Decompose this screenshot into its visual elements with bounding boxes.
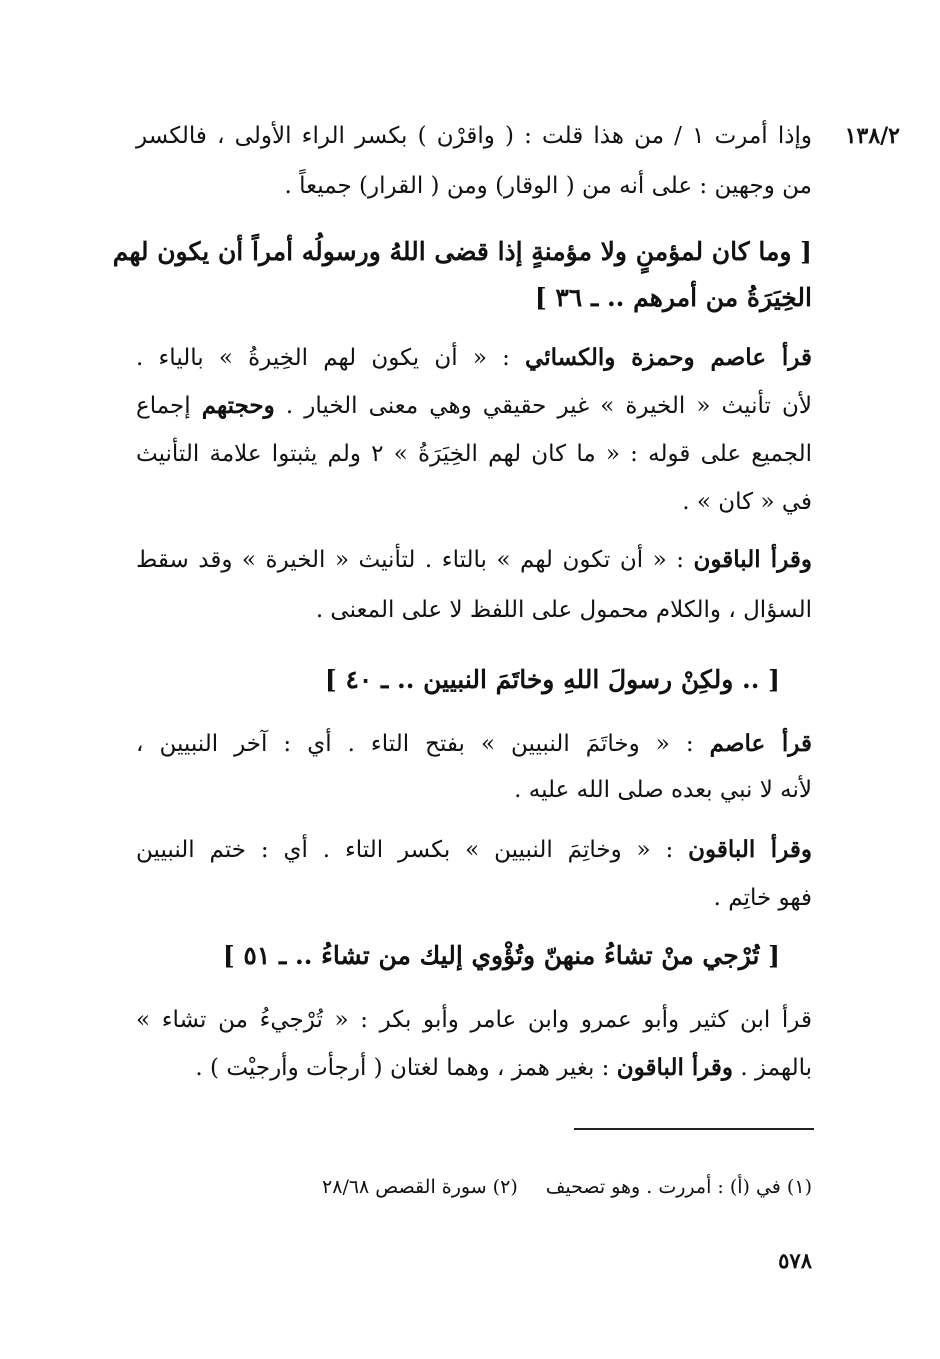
paragraph-3-line-1 (136, 540, 812, 580)
paragraph-2-line-1 (136, 338, 812, 378)
paragraph-6-line-2-text-a: بالهمز . (733, 1055, 812, 1081)
verse-2: [ .. ولكِنْ رسولَ اللهِ وخاتَمَ النبيين .. ـ ٤٠ ] (324, 665, 780, 694)
section-marker: ١٣٨/٢ (844, 123, 900, 149)
paragraph-2-line-4: في « كان » . (682, 489, 812, 515)
reader-names: وقرأ الباقون (693, 546, 812, 573)
footnote-2: (٢) سورة القصص ٢٨/٦٨ (322, 1176, 518, 1198)
verse-1-line-1: [ وما كان لمؤمنٍ ولا مؤمنةٍ إذا قضى اللهُ ورسولُه أمراً أن يكون لهم (112, 237, 812, 266)
paragraph-1-line-1: وإذا أمرت ١ / من هذا قلت : ( واقرْن ) بكسر الراء الأولى ، فالكسر (136, 123, 812, 149)
paragraph-2-line-2 (136, 386, 812, 426)
paragraph-4-line-1 (136, 724, 812, 764)
verse-1-line-2: الخِيَرَةُ من أمرهم .. ـ ٣٦ ] (534, 283, 812, 312)
reader-names: وقرأ الباقون (616, 1054, 734, 1081)
verse-3: [ تُرْجي منْ تشاءُ منهنّ وتُؤْوي إليك من تشاءُ .. ـ ٥١ ] (222, 941, 780, 970)
reader-names: قرأ عاصم وحمزة والكسائي (525, 344, 812, 371)
paragraph-3-line-1-text: : « أن تكون لهم » بالتاء . لتأنيث « الخيرة » وقد سقط (136, 547, 694, 573)
paragraph-4-line-1-text: : « وخاتَمَ النبيين » بفتح التاء . أي : آخر النبيين ، (136, 731, 710, 757)
footnote-1: (١) في (أ) : أمررت . وهو تصحيف (545, 1176, 812, 1198)
paragraph-5-line-1 (136, 830, 812, 870)
paragraph-5-line-2: فهو خاتِم . (713, 885, 812, 911)
paragraph-5-line-1-text: : « وخاتِمَ النبيين » بكسر التاء . أي : ختم النبيين (136, 837, 689, 863)
reader-names: وقرأ الباقون (688, 836, 812, 863)
footnotes (212, 1172, 812, 1202)
paragraph-2-line-3: الجميع على قوله : « ما كان لهم الخِيَرَةُ » ٢ ولم يثبتوا علامة التأنيث (136, 441, 813, 467)
paragraph-4-line-2: لأنه لا نبي بعده صلى الله عليه . (514, 777, 812, 803)
paragraph-6-line-1: قرأ ابن كثير وأبو عمرو وابن عامر وأبو بكر : « تُرْجيءُ من تشاء » (136, 1007, 812, 1033)
paragraph-3-line-2: السؤال ، والكلام محمول على اللفظ لا على المعنى . (315, 597, 812, 623)
paragraph-2-line-1-text: : « أن يكون لهم الخِيرةُ » بالياء . (136, 345, 526, 371)
page-number: ٥٧٨ (778, 1248, 812, 1273)
paragraph-6-line-2 (136, 1048, 812, 1088)
argument-label: وحجتهم (201, 392, 275, 419)
footnote-divider (574, 1128, 814, 1130)
paragraph-1-line-2: من وجهين : على أنه من ( الوقار) ومن ( القرار) جميعاً . (284, 173, 812, 199)
paragraph-6-line-2-text-b: : بغير همز ، وهما لغتان ( أرجأت وأرجيْت ) . (195, 1055, 617, 1081)
paragraph-2-line-2-text-b: إجماع (136, 393, 202, 419)
paragraph-2-line-2-text-a: لأن تأنيث « الخيرة » غير حقيقي وهي معنى الخيار . (274, 393, 812, 419)
reader-names: قرأ عاصم (709, 730, 812, 757)
